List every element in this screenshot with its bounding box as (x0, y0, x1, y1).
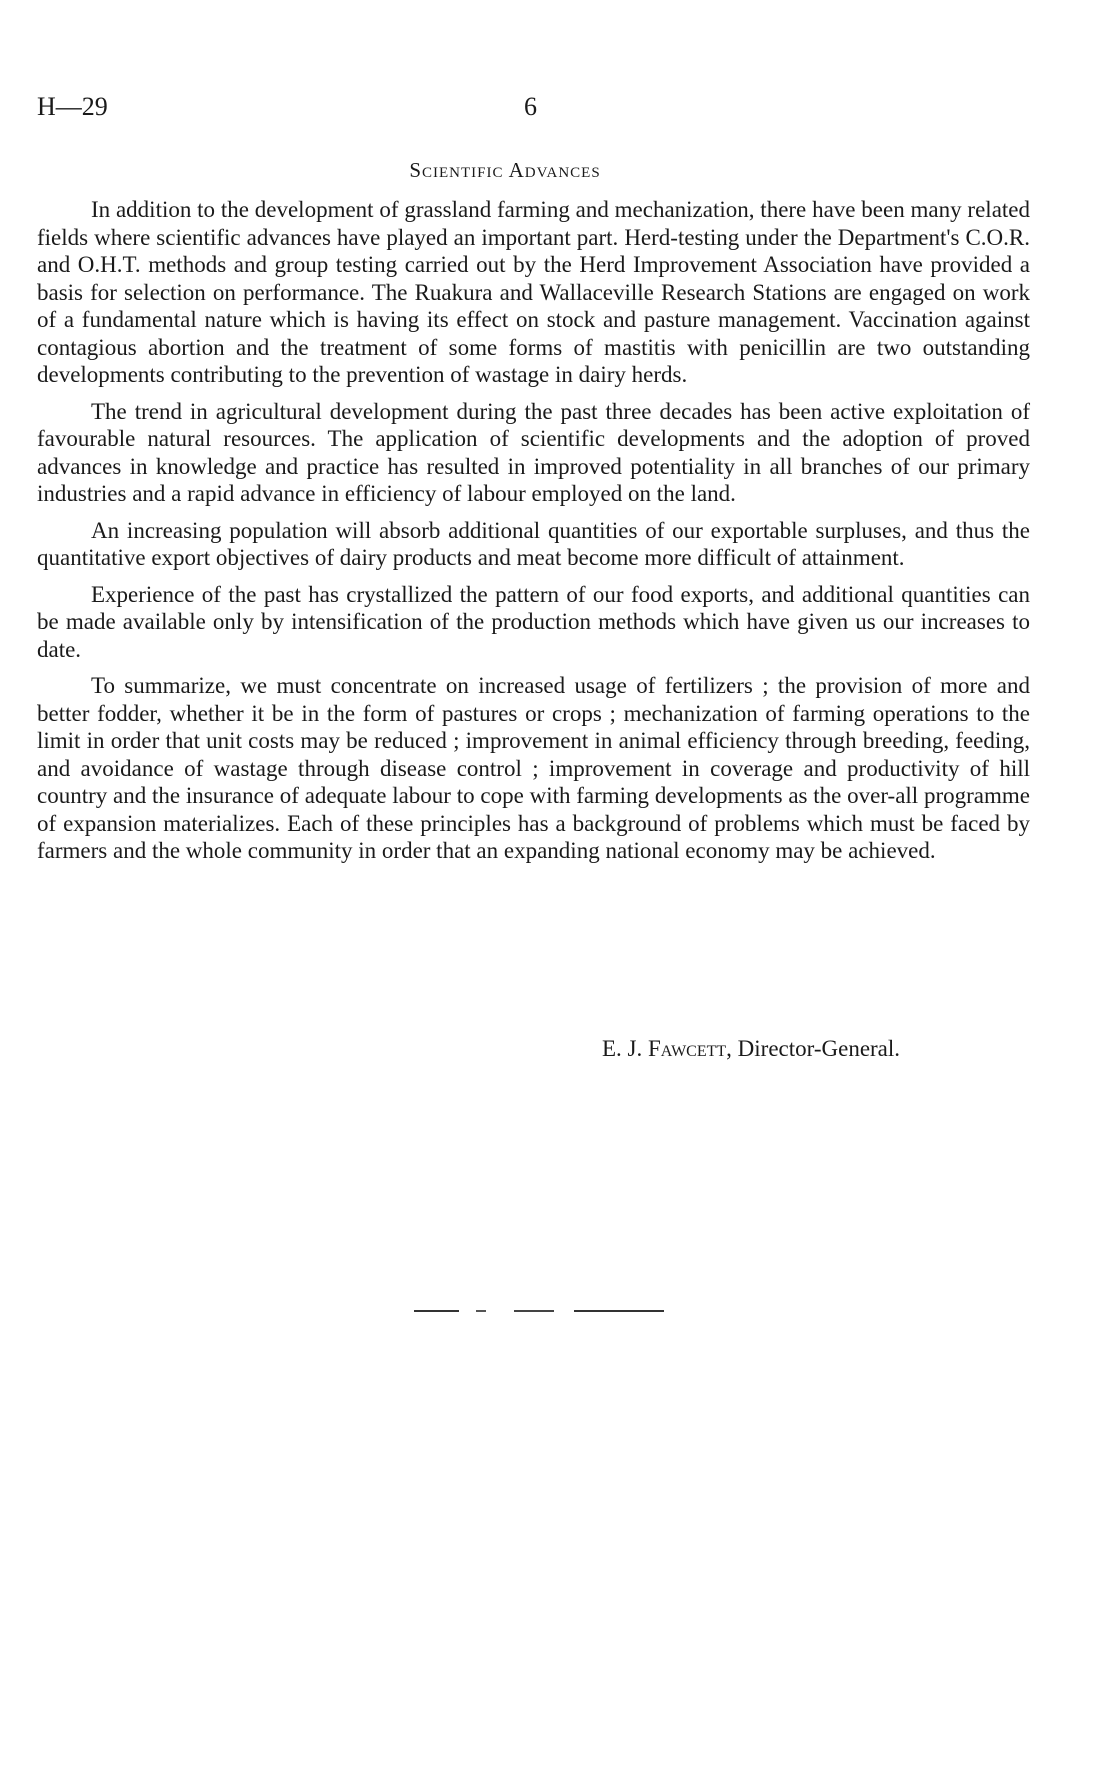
body-text (37, 196, 1030, 874)
document-code: H—29 (37, 92, 108, 121)
page-header (37, 92, 1037, 126)
closing-rule (414, 1310, 664, 1312)
paragraph-3: An increasing population will absorb additional quantities of our exportable surpluses, and thus the quantitative export objectives of dairy products and meat become more difficult of attainment. (37, 517, 1030, 570)
page-number: 6 (524, 92, 537, 121)
paragraph-4: Experience of the past has crystallized the pattern of our food exports, and additional quantities can be made available only by intensification of the production methods which have given us our increases to date. (37, 581, 1030, 662)
signature (602, 1036, 900, 1062)
paragraph-2: The trend in agricultural development during the past three decades has been active exploitation of favourable natural resources. The application of scientific developments and the adoption of proved advances in knowledge and practice has resulted in improved potentiality in all branches of our primary industries and a rapid advance in efficiency of labour employed on the land. (37, 398, 1030, 506)
section-title: Scientific Advances (409, 158, 601, 182)
paragraph-5: To summarize, we must concentrate on increased usage of fertilizers ; the provision of more and better fodder, whether it be in the form of pastures or crops ; mechanization of farming operations to the limit in order that unit costs may be reduced ; improvement in animal efficiency through breeding, feeding, and avoidance of wastage through disease control ; improvement in coverage and productivity of hill country and the insurance of adequate labour to cope with farming developments as the over-all programme of expansion materializes. Each of these principles has a background of problems which must be faced by farmers and the whole community in order that an expanding national economy may be achieved. (37, 673, 1030, 863)
signature-title: Director-General. (737, 1036, 901, 1061)
signature-name: E. J. Fawcett, (602, 1036, 732, 1061)
paragraph-1: In addition to the development of grassland farming and mechanization, there have been many related fields where scientific advances have played an important part. Herd-testing under the Department's C.O.R. and O.H.T. methods and group testing carried out by the Herd Improvement Association have provided a basis for selection on performance. The Ruakura and Wallaceville Research Stations are engaged on work of a fundamental nature which is having its effect on stock and pasture management. Vaccination against contagious abortion and the treatment of some forms of mastitis with penicillin are two outstanding developments contributing to the prevention of wastage in dairy herds. (37, 197, 1030, 387)
